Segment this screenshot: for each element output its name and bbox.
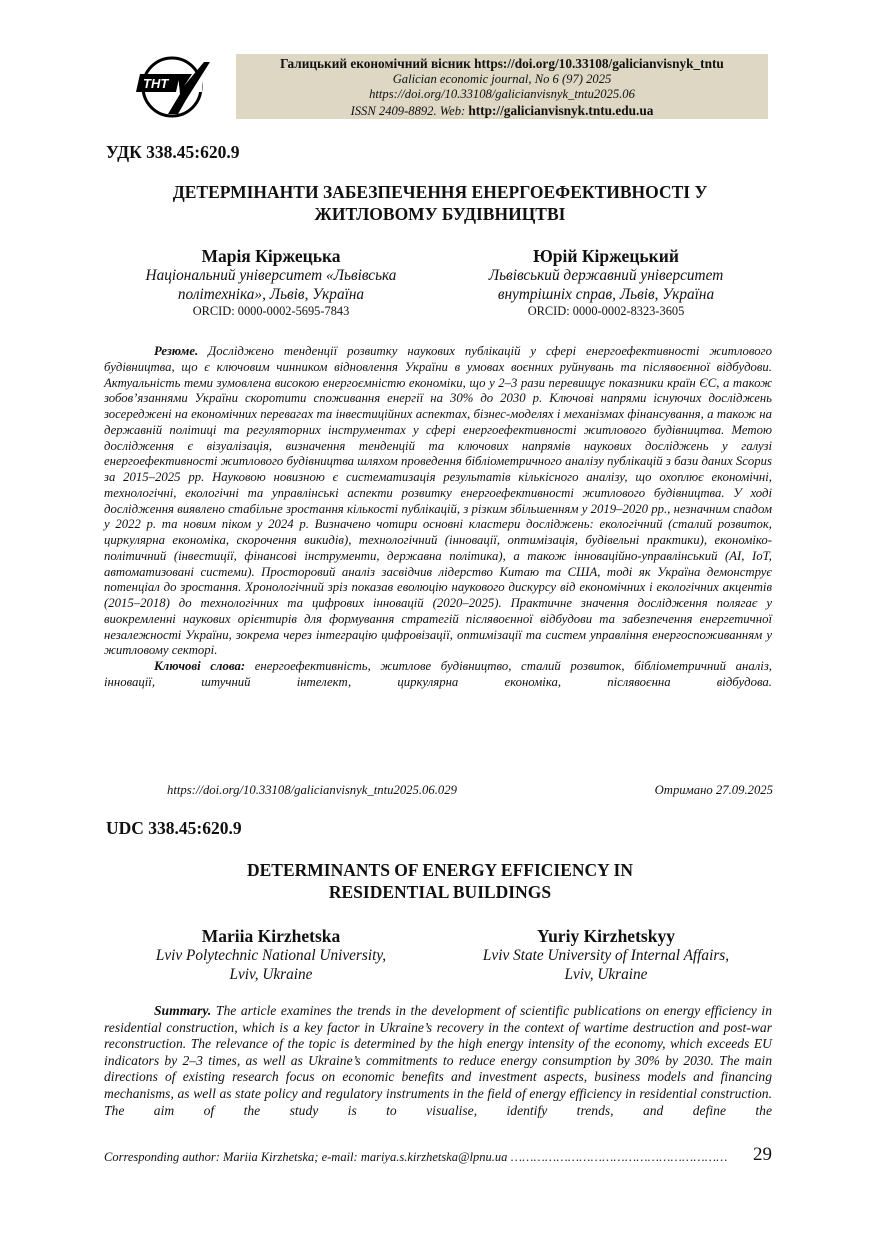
received-date: Отримано 27.09.2025 [654,783,773,797]
abstract-text: Досліджено тенденції розвитку наукових публікацій у сфері енергоефективності житлового будівництва, що є ключовим чинником відновлення України в умовах воєнних руйнувань та післявоєнної відбудови. Актуальність теми зумовлена високою енергоємністю економіки, що у 2–3 рази перевищує показники країн ЄС, а також зобов’язаннями України скоротити споживання енергії на 30% до 2030 р. Ключові напрями існуючих досліджень зосереджені на економічних перевагах та інвестиційних аспектах, бізнес-моделях і механізмах фінансування, а також на державній політиці та регуляторних інструментах у сфері енергоефективності житлового будівництва. Метою дослідження є візуалізація, визначення тенденцій та ключових напрямів наукових досліджень у галузі енергоефективності житлового будівництва шляхом проведення бібліометричного аналізу публікацій з бази даних Scopus за 2015–2025 рр. Науковою новизною є систематизація результатів кількісного аналізу, що охоплює економічні, технологічні, екологічні та управлінські аспекти розвитку енергоефективності житлового будівництва. У ході дослідження виявлено стабільне зростання кількості публікацій, з різким збільшенням у 2019–2020 рр., незначним спадом у 2022 р. та новим піком у 2024 р. Визначено чотири основні кластери досліджень: екологічний (сталий розвиток, циркулярна економіка, скорочення викидів), технологічний (інновації, оптимізація, будівельні практики), економіко-політичний (інвестиції, фінансові інструменти, державна політика), а також інноваційно-управлінський (AI, IoT, автоматизовані системи). Просторовий аналіз засвідчив лідерство Китаю та США, тоді як Україна демонструє потенціал до зростання. Хронологічний зріз показав еволюцію наукового дискурсу від економічних і екологічних акцентів (2015–2018) до технологічних та цифрових інновацій (2020–2025). Практичне значення дослідження полягає у виокремленні наукових орієнтирів для формування стратегій післявоєнної відбудови та забезпечення енергетичної незалежності України, зокрема через інтеграцію цифровізації, оптимізації та систем управління енергоспоживанням у житловому секторі. [104,344,772,658]
corresponding-author: Corresponding author: Mariia Kirzhetska; e-mail: mariya.s.kirzhetska@lpnu.ua [104,1150,508,1164]
keywords-text: енергоефективність, житлове будівництво, сталий розвиток, бібліометричний аналіз, інновації, штучний інтелект, циркулярна економіка, післявоєнна відбудова. [104,659,772,689]
tntu-logo-icon [134,52,210,122]
author-affiliation: Національний університет «Львівська [145,267,397,284]
journal-doi: https://doi.org/10.33108/galicianvisnyk_tntu2025.06 [369,87,635,101]
author-affiliation: Lviv, Ukraine [564,965,648,983]
university-logo [134,52,210,122]
page-number: 29 [753,1144,772,1165]
journal-issn: ISSN 2409-8892. Web: [350,103,469,118]
page-footer [104,1144,772,1165]
author-ua-2 [441,245,771,319]
author-affiliation: Lviv State University of Internal Affairs, [482,947,730,964]
author-affiliation: внутрішніх справ, Львів, Україна [497,285,715,303]
keywords-label: Ключові слова: [154,659,246,673]
author-ua-1 [106,245,436,319]
title-en-line2: RESIDENTIAL BUILDINGS [328,882,552,902]
author-name: Марія Кіржецька [201,246,341,266]
author-en-2 [441,925,771,984]
author-affiliation: політехніка», Львів, Україна [177,285,365,303]
summary-en [104,1003,772,1119]
title-ua-line1: ДЕТЕРМІНАНТИ ЗАБЕЗПЕЧЕННЯ ЕНЕРГОЕФЕКТИВНОСТІ У [172,182,708,202]
article-doi[interactable]: https://doi.org/10.33108/galicianvisnyk_tntu2025.06.029 [167,783,457,797]
journal-header [236,54,768,119]
author-orcid: ORCID: 0000-0002-5695-7843 [192,304,350,318]
logo-text: ТНТ [143,76,169,91]
title-en [100,859,780,903]
udc-en: UDC 338.45:620.9 [106,818,242,838]
udc-ua: УДК 338.45:620.9 [106,142,240,162]
title-en-line1: DETERMINANTS OF ENERGY EFFICIENCY IN [246,860,633,880]
author-affiliation: Lviv Polytechnic National University, [155,947,387,964]
author-en-1 [106,925,436,984]
title-ua [100,181,780,225]
summary-text: The article examines the trends in the development of scientific publications on energy efficiency in residential construction, which is a key factor in Ukraine’s recovery in the context of wartime destruction and post-war reconstruction. The relevance of the topic is determined by the high energy intensity of the economy, which exceeds EU indicators by 2–3 times, as well as Ukraine’s commitments to reduce energy consumption by 30% by 2030. The main directions of existing research focus on economic benefits and investment aspects, business models and financing mechanisms, as well as state policy and regulatory instruments in the field of energy efficiency in residential construction. The aim of the study is to visualise, identify trends, and define the [104,1003,772,1118]
journal-name-en: Galician economic journal, No 6 (97) 2025 [392,71,612,86]
author-name: Mariia Kirzhetska [201,926,341,946]
journal-web-link[interactable]: http://galicianvisnyk.tntu.edu.ua [468,102,654,118]
summary-label: Summary. [154,1003,212,1018]
title-ua-line2: ЖИТЛОВОМУ БУДІВНИЦТВІ [314,204,566,224]
author-name: Yuriy Kirzhetskyy [537,926,675,946]
author-affiliation: Львівський державний університет [488,267,724,284]
abstract-ua [104,344,772,691]
author-orcid: ORCID: 0000-0002-8323-3605 [527,304,685,318]
abstract-label: Резюме. [154,344,199,358]
author-name: Юрій Кіржецький [533,246,679,266]
journal-name-ua: Галицький економічний вісник https://doi.org/10.33108/galicianvisnyk_tntu [280,56,724,71]
author-affiliation: Lviv, Ukraine [229,965,313,983]
footer-leader-dots: ………………………………………………… [507,1150,728,1164]
